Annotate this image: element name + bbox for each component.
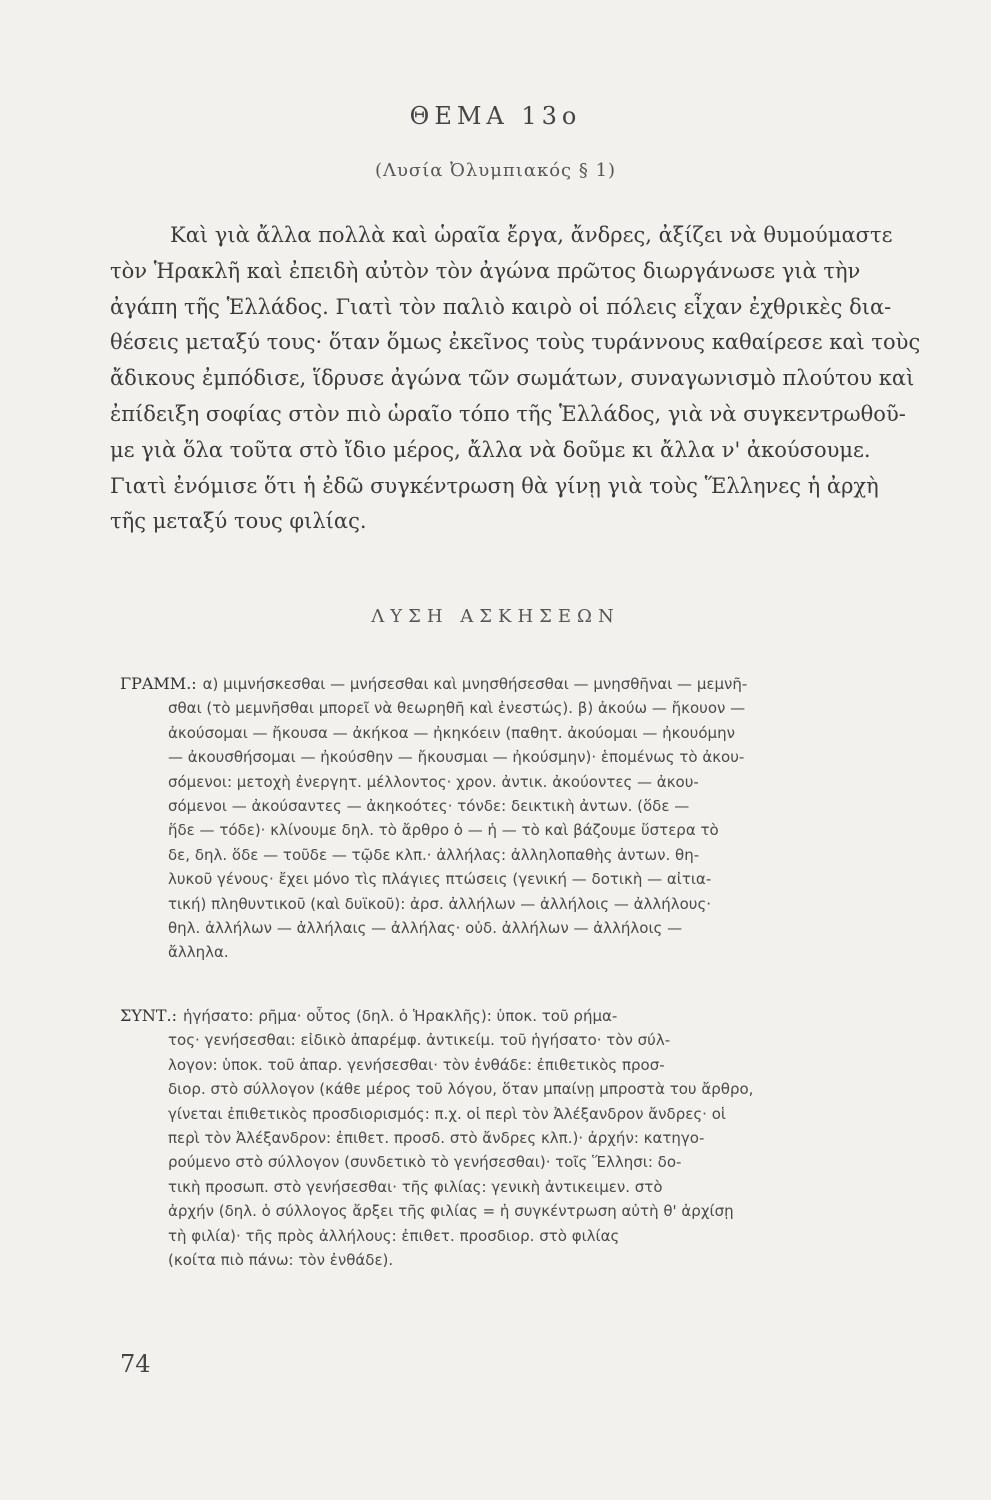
syntax-line: [120, 1004, 930, 1028]
grammar-line: — ἀκουσθήσομαι — ἠκούσθην — ἤκουσμαι — ἠκούσμην)· ἑπομένως τὸ ἀκου-: [168, 748, 745, 767]
passage-line: Γιατὶ ἐνόμισε ὅτι ἡ ἐδῶ συγκέντρωση θὰ γίνῃ γιὰ τοὺς Ἕλληνες ἡ ἀρχὴ: [110, 473, 879, 498]
syntax-line: τὴ φιλία)· τῆς πρὸς ἀλλήλους: ἐπιθετ. προσδιορ. στὸ φιλίας: [168, 1226, 620, 1245]
syntax-line: διορ. στὸ σύλλογον (κάθε μέρος τοῦ λόγου, ὅταν μπαίνῃ μπροστὰ του ἄρθρο,: [168, 1080, 754, 1099]
syntax-line-text: ἡγήσατο: ρῆμα· οὗτος (δηλ. ὁ Ἡρακλῆς): ὑποκ. τοῦ ρήμα-: [183, 1007, 618, 1025]
syntax-solutions: [120, 1004, 930, 1272]
section-heading: ΛΥΣΗ ΑΣΚΗΣΕΩΝ: [371, 606, 620, 627]
grammar-line: θηλ. ἀλλήλων — ἀλλήλαις — ἀλλήλας· οὐδ. ἀλλήλων — ἀλλήλοις —: [168, 918, 683, 937]
syntax-line: (κοίτα πιὸ πάνω: τὸν ἐνθάδε).: [168, 1250, 394, 1269]
syntax-line: τος· γενήσεσθαι: εἰδικὸ ἀπαρέμφ. ἀντικείμ. τοῦ ἡγήσατο· τὸν σύλ-: [168, 1031, 671, 1050]
grammar-line: σόμενοι: μετοχὴ ἐνεργητ. μέλλοντος· χρον. ἀντικ. ἀκούοντες — ἀκου-: [168, 772, 699, 791]
grammar-line: λυκοῦ γένους· ἔχει μόνο τὶς πλάγιες πτώσεις (γενική — δοτικὴ — αἰτια-: [168, 870, 712, 889]
grammar-line-text: α) μιμνήσκεσθαι — μνήσεσθαι καὶ μνησθήσεσθαι — μνησθῆναι — μεμνῆ-: [202, 675, 748, 693]
grammar-line: δε, δηλ. ὅδε — τοῦδε — τῷδε κλπ.· ἀλλήλας: ἀλληλοπαθὴς ἀντων. θη-: [168, 845, 700, 864]
passage-line: θέσεις μεταξύ τους· ὅταν ὅμως ἐκεῖνος τοὺς τυράννους καθαίρεσε καὶ τοὺς: [110, 330, 921, 355]
grammar-solutions: [120, 672, 930, 965]
passage-line: ἐπίδειξη σοφίας στὸν πιὸ ὡραῖο τόπο τῆς Ἑλλάδος, γιὰ νὰ συγκεντρωθοῦ-: [110, 401, 906, 426]
syntax-label: ΣΥΝΤ.:: [120, 1006, 178, 1025]
passage-line: τῆς μεταξύ τους φιλίας.: [110, 509, 367, 534]
page-title: ΘΕΜΑ 13ο: [409, 102, 582, 130]
grammar-line: ἀκούσομαι — ἤκουσα — ἀκήκοα — ἠκηκόειν (παθητ. ἀκούομαι — ἠκουόμην: [168, 723, 735, 742]
syntax-line: ρούμενο στὸ σύλλογον (συνδετικὸ τὸ γενήσεσθαι)· τοῖς Ἕλλησι: δο-: [168, 1153, 682, 1172]
grammar-line: ἥδε — τόδε)· κλίνουμε δηλ. τὸ ἄρθρο ὁ — ἡ — τὸ καὶ βάζουμε ὕστερα τὸ: [168, 821, 719, 840]
source-reference: (Λυσία Ὀλυμπιακός § 1): [374, 160, 617, 181]
grammar-line: [120, 672, 930, 696]
passage-line: ἀγάπη τῆς Ἑλλάδος. Γιατὶ τὸν παλιὸ καιρὸ οἱ πόλεις εἶχαν ἐχθρικὲς δια-: [110, 294, 892, 319]
translation-passage: [110, 218, 932, 540]
syntax-line: γίνεται ἐπιθετικὸς προσδιορισμός: π.χ. οἱ περὶ τὸν Ἀλέξανδρον ἄνδρες· οἱ: [168, 1104, 726, 1123]
grammar-line: σόμενοι — ἀκούσαντες — ἀκηκοότες· τόνδε: δεικτικὴ ἀντων. (ὅδε —: [168, 796, 690, 815]
passage-line: ἄδικους ἐμπόδισε, ἵδρυσε ἀγώνα τῶν σωμάτων, συναγωνισμὸ πλούτου καὶ: [110, 366, 915, 391]
grammar-line: τική) πληθυντικοῦ (καὶ δυϊκοῦ): ἀρσ. ἀλλήλων — ἀλλήλοις — ἀλλήλους·: [168, 894, 712, 913]
page-number: 74: [120, 1350, 151, 1378]
passage-line: τὸν Ἡρακλῆ καὶ ἐπειδὴ αὐτὸν τὸν ἀγώνα πρῶτος διωργάνωσε γιὰ τὴν: [110, 258, 861, 283]
passage-line: Καὶ γιὰ ἄλλα πολλὰ καὶ ὡραῖα ἔργα, ἄνδρες, ἀξίζει νὰ θυμούμαστε: [170, 223, 893, 247]
syntax-line: λογον: ὑποκ. τοῦ ἀπαρ. γενήσεσθαι· τὸν ἐνθάδε: ἐπιθετικὸς προσ-: [168, 1055, 665, 1074]
syntax-line: ἀρχήν (δηλ. ὁ σύλλογος ἄρξει τῆς φιλίας = ἡ συγκέντρωση αὐτὴ θ' ἀρχίσῃ: [168, 1202, 734, 1221]
syntax-line: τικὴ προσωπ. στὸ γενήσεσθαι· τῆς φιλίας: γενικὴ ἀντικειμεν. στὸ: [168, 1177, 663, 1196]
grammar-line: ἄλληλα.: [168, 943, 229, 962]
grammar-label: ΓΡΑΜΜ.:: [120, 674, 197, 693]
passage-line: με γιὰ ὅλα τοῦτα στὸ ἴδιο μέρος, ἄλλα νὰ δοῦμε κι ἄλλα ν' ἀκούσουμε.: [110, 437, 871, 462]
grammar-line: σθαι (τὸ μεμνῆσθαι μπορεῖ νὰ θεωρηθῆ καὶ ἐνεστώς). β) ἀκούω — ἤκουον —: [168, 699, 746, 718]
syntax-line: περὶ τὸν Ἀλέξανδρον: ἐπιθετ. προσδ. στὸ ἄνδρες κλπ.)· ἀρχήν: κατηγο-: [168, 1128, 705, 1147]
